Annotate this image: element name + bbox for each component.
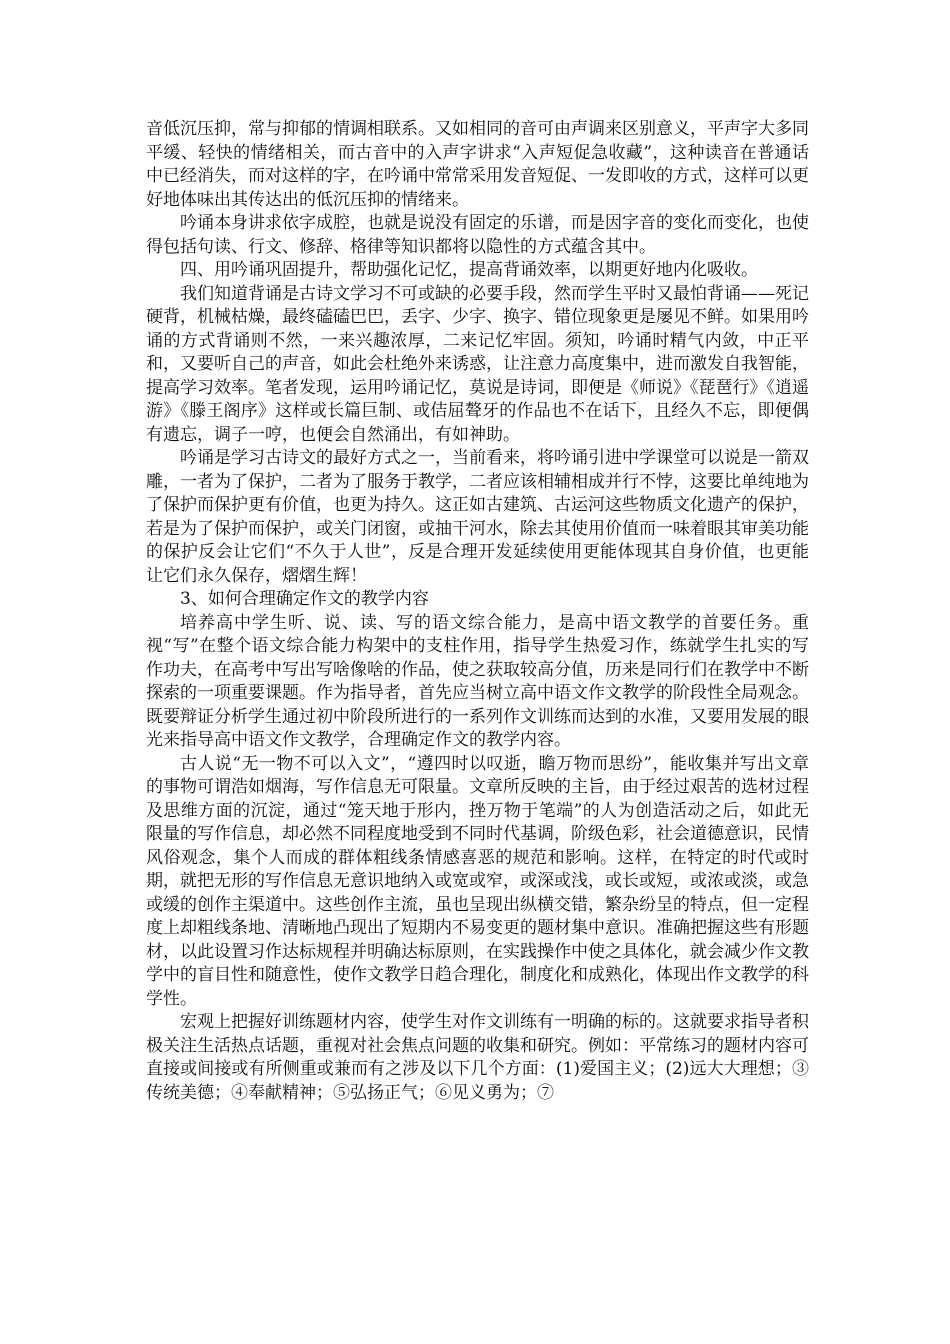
section-heading-three: 3、如何合理确定作文的教学内容 [180,589,429,609]
paragraph-yinsong-benshen: 吟诵本身讲求依字成腔，也就是说没有固定的乐谱，而是因字音的变化而变化，也使得包括句读、行文、修辞、格律等知识都将以隐性的方式蕴含其中。 [146,213,809,257]
paragraph-peiyang: 培养高中学生听、说、读、写的语文综合能力，是高中语文教学的首要任务。重视“写”在整个语文综合能力构架中的支柱作用，指导学生热爱习作，练就学生扎实的写作功夫，在高考中写出写啥像啥的作品，使之获取较高分值，历来是同行们在教学中不断探索的一项重要课题。作为指导者，首先应当树立高中语文作文教学的阶段性全局观念。既要辩证分析学生通过初中阶段所进行的一系列作文训练而达到的水准，又要用发展的眼光来指导高中语文作文教学，合理确定作文的教学内容。 [146,612,809,750]
paragraph-continuation: 音低沉压抑，常与抑郁的情调相联系。又如相同的音可由声调来区别意义，平声字大多同平缓、轻快的情绪相关，而古音中的入声字讲求“入声短促急收藏”，这种读音在普通话中已经消失，而对这样的字，在吟诵中常常采用发音短促、一发即收的方式，这样可以更好地体味出其传达出的低沉压抑的情绪来。 [146,119,809,210]
paragraph-zuihao-fangshi: 吟诵是学习古诗文的最好方式之一，当前看来，将吟诵引进中学课堂可以说是一箭双雕，一者为了保护，二者为了服务于教学，二者应该相辅相成并行不悖，这要比单纯地为了保护而保护更有价值，也更为持久。这正如古建筑、古运河这些物质文化遗产的保护，若是为了保护而保护，或关门闭窗，或抽干河水，除去其使用价值而一味着眼其审美功能的保护反会让它们“不久于人世”，反是合理开发延续使用更能体现其自身价值，也更能让它们永久保存，熠熠生辉！ [146,448,809,586]
section-heading-four: 四、用吟诵巩固提升，帮助强化记忆，提高背诵效率，以期更好地内化吸收。 [180,260,758,280]
document-page [146,118,809,1105]
paragraph-guren: 古人说“无一物不可以入文”，“遵四时以叹逝，瞻万物而思纷”，能收集并写出文章的事物可谓浩如烟海，写作信息无可限量。文章所反映的主旨，由于经过艰苦的选材过程及思维方面的沉淀，通过“笼天地于形内，挫万物于笔端”的人为创造活动之后，如此无限量的写作信息，却必然不同程度地受到不同时代基调，阶级色彩，社会道德意识，民情风俗观念，集个人而成的群体粗线条情感喜恶的规范和影响。这样，在特定的时代或时期，就把无形的写作信息无意识地纳入或宽或窄，或深或浅，或长或短，或浓或淡，或急或缓的创作主渠道中。这些创作主流，虽也呈现出纵横交错，繁杂纷呈的特点，但一定程度上却粗线条地、清晰地凸现出了短期内不易变更的题材集中意识。准确把握这些有形题材，以此设置习作达标规程并明确达标原则，在实践操作中使之具体化，就会减少作文教学中的盲目性和随意性，使作文教学日趋合理化，制度化和成熟化，体现出作文教学的科学性。 [146,753,809,1009]
paragraph-hongguan: 宏观上把握好训练题材内容，使学生对作文训练有一明确的标的。这就要求指导者积极关注生活热点话题，重视对社会焦点问题的收集和研究。例如：平常练习的题材内容可直接或间接或有所侧重或兼而有之涉及以下几个方面：(1)爱国主义；(2)远大大理想；③传统美德；④奉献精神；⑤弘扬正气；⑥见义勇为；⑦ [146,1012,809,1103]
paragraph-beisong: 我们知道背诵是古诗文学习不可或缺的必要手段，然而学生平时又最怕背诵——死记硬背，机械枯燥，最终磕磕巴巴，丢字、少字、换字、错位现象更是屡见不鲜。如果用吟诵的方式背诵则不然，一来兴趣浓厚，二来记忆牢固。须知，吟诵时精气内敛，中正平和，又要听自己的声音，如此会杜绝外来诱惑，让注意力高度集中，进而激发自我智能，提高学习效率。笔者发现，运用吟诵记忆，莫说是诗词，即便是《师说》《琵琶行》《逍遥游》《滕王阁序》这样或长篇巨制、或佶屈聱牙的作品也不在话下，且经久不忘，即便偶有遗忘，调子一哼，也便会自然涌出，有如神助。 [146,283,809,445]
